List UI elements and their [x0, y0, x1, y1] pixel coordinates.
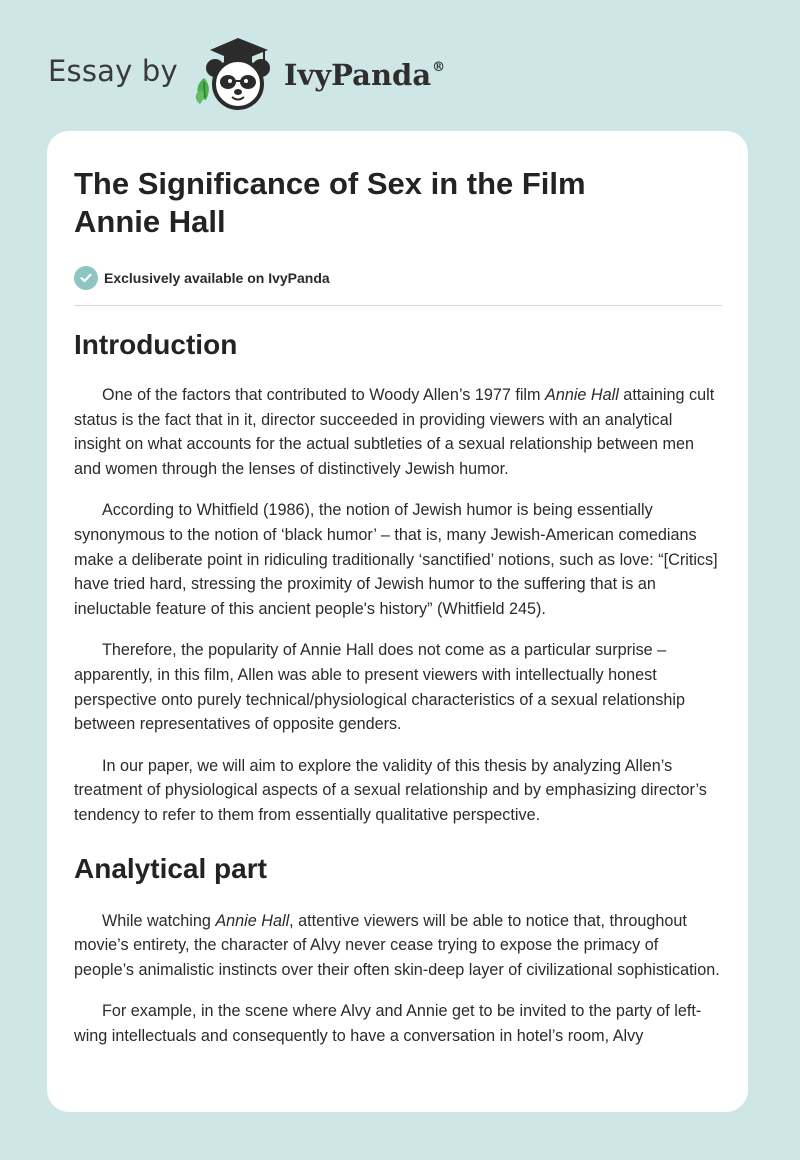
section-heading-introduction: Introduction	[74, 329, 238, 360]
title-line-1: The Significance of Sex in the Film	[74, 166, 586, 201]
exclusive-label: Exclusively available on IvyPanda	[104, 270, 330, 286]
essay-by-label: Essay by	[48, 54, 178, 88]
paragraph: In our paper, we will aim to explore the validity of this thesis by analyzing Allen’s treatment of physiological aspects of a sexual relationship and by emphasizing director’s tendency to refer to them from essentially qualitative perspective.	[74, 756, 707, 824]
paragraph: One of the factors that contributed to Woody Allen’s 1977 film Annie Hall attaining cult status is the fact that in it, director succeeded in providing viewers with an analytical insight on what accounts for the actual subtleties of a sexual relationship between men and women through the lenses of distinctively Jewish humor.	[74, 386, 715, 478]
paragraph: While watching Annie Hall, attentive viewers will be able to notice that, throughout movie’s entirety, the character of Alvy never cease trying to expose the primacy of people’s animalistic instincts over their often skin-deep layer of civilizational sophistication.	[74, 911, 720, 979]
check-icon	[74, 266, 98, 290]
article-content	[74, 165, 722, 1048]
paragraph: Therefore, the popularity of Annie Hall does not come as a particular surprise – apparently, in this film, Allen was able to present viewers with intellectually honest perspective onto purely technical/physiological characteristics of a sexual relationship between representatives of opposite genders.	[74, 641, 685, 734]
divider	[74, 305, 722, 306]
site-header	[48, 34, 445, 114]
article-card	[47, 131, 748, 1112]
paragraph: According to Whitfield (1986), the notion of Jewish humor is being essentially synonymous to the notion of ‘black humor’ – that is, many Jewish-American comedians make a deliberate point in ridiculing traditionally ‘sanctified’ notions, such as love: “[Critics] have tried hard, stressing the proximity of Jewish humor to the suffering that is an ineluctable feature of this ancient people's history” (Whitfield 245).	[74, 501, 718, 618]
exclusive-badge	[74, 265, 722, 291]
panda-graduate-icon[interactable]	[190, 34, 282, 114]
paragraph: For example, in the scene where Alvy and Annie get to be invited to the party of left-wing intellectuals and consequently to have a conversation in hotel’s room, Alvy	[74, 1002, 702, 1045]
section-heading-analytical-part: Analytical part	[74, 852, 267, 884]
registered-mark: ®	[432, 60, 446, 75]
article-title	[74, 165, 722, 241]
title-line-2: Annie Hall	[74, 204, 226, 239]
brand-name[interactable]: IvyPanda®	[283, 58, 446, 92]
